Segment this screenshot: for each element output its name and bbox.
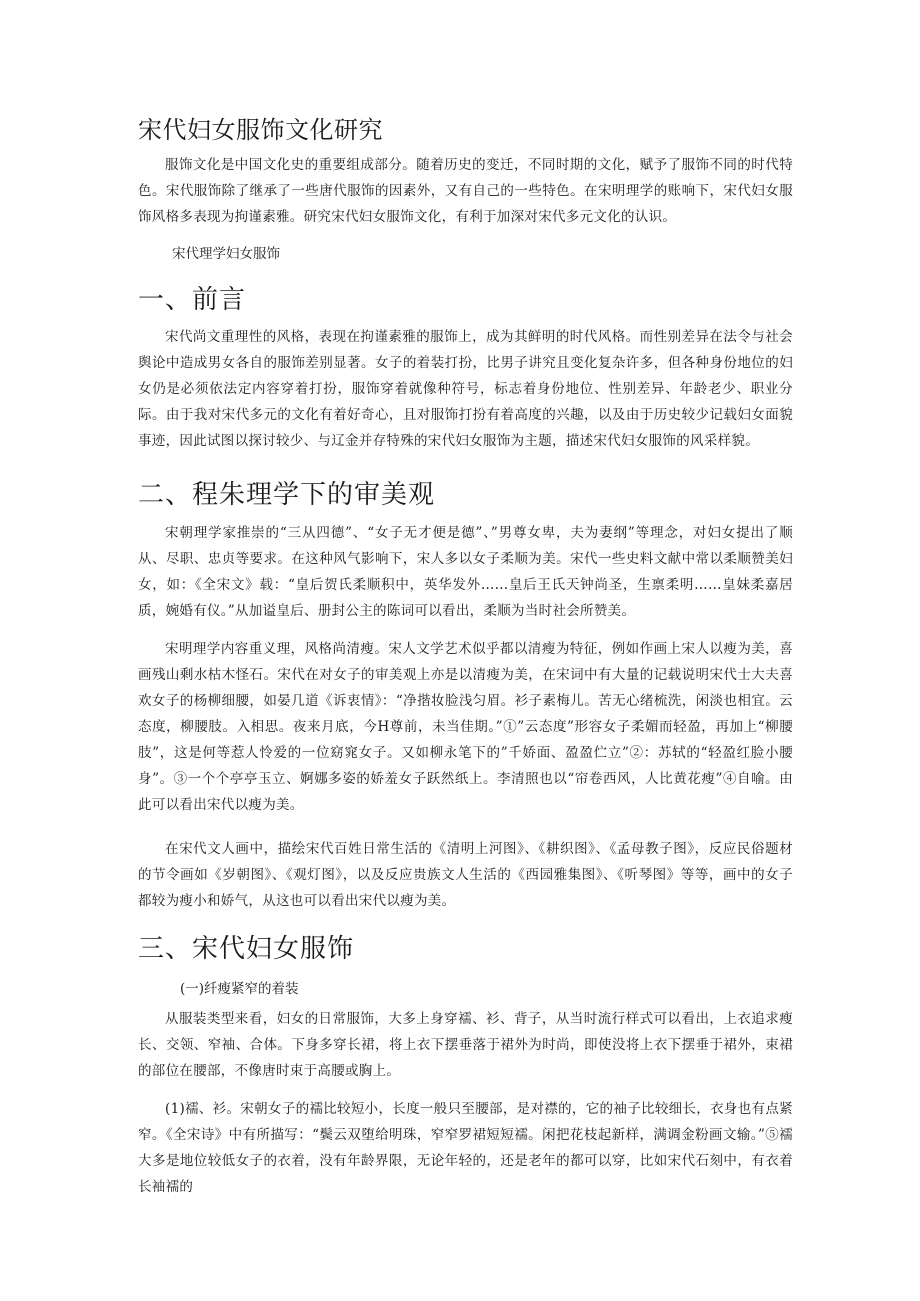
subsection-heading-slim-attire: (一)纤瘦紧窄的着装 [180,981,299,997]
document-title: 宋代妇女服饰文化研究 [138,116,383,144]
section-heading-preface: 一、前言 [138,285,247,315]
abstract-paragraph: 服饰文化是中国文化史的重要组成部分。随着历史的变迁，不同时期的文化，赋予了服饰不同的时代特色。宋代服饰除了继承了一些唐代服饰的因素外，又有自己的一些特色。在宋明理学的账响下，宋代妇女服饰风格多表现为拘谨素雅。研究宋代妇女服饰文化，有利于加深对宋代多元文化的认识。 [138,157,793,225]
aesthetics-paragraph-3: 在宋代文人画中，描绘宋代百姓日常生活的《清明上河图》、《耕织图》、《孟母教子图》，反应民俗题材的节令画如《岁朝图》、《观灯图》，以及反应贵族文人生活的《西园雅集图》、《听琴图》等等，画中的女子都较为瘦小和娇气，从这也可以看出宋代以瘦为美。 [138,841,793,909]
keywords-line: 宋代理学妇女服饰 [172,246,280,262]
clothing-paragraph-1: 从服装类型来看，妇女的日常服饰，大多上身穿襦、衫、背子，从当时流行样式可以看出，上衣追求瘦长、交领、窄袖、合体。下身多穿长裙，将上衣下摆垂落于裙外为时尚，即使没将上衣下摆垂于裙外，束裙的部位在腰部，不像唐时束于高腰或胸上。 [138,1011,793,1079]
aesthetics-paragraph-2: 宋明理学内容重义理，风格尚清瘦。宋人文学艺术似乎都以清瘦为特征，例如作画上宋人以瘦为美，喜画残山剩水枯木怪石。宋代在对女子的审美观上亦是以清瘦为美，在宋词中有大量的记载说明宋代士大夫喜欢女子的杨柳细腰，如晏几道《诉衷情》：“净揩妆脸浅匀眉。衫子素梅儿。苦无心绪梳洗，闲淡也相宜。云态度，柳腰肢。入相思。夜来月底，今H尊前，未当佳期。”①”云态度”形容女子柔媚而轻盈，再加上“柳腰肢”，这是何等惹人怜爱的一位窈窕女子。又如柳永笔下的”千娇面、盈盈伫立”②：苏轼的“轻盈红脸小腰身”。③一个个亭亭玉立、婀娜多姿的娇羞女子跃然纸上。李清照也以“帘卷西风，人比黄花瘦”④自喻。由此可以看出宋代以瘦为美。 [138,641,793,813]
aesthetics-paragraph-1: 宋朝理学家推崇的“三从四德”、“女子无才便是德”、”男尊女卑，夫为妻纲”等理念，对妇女提出了顺从、尽职、忠贞等要求。在这种风气影响下，宋人多以女子柔顺为美。宋代一些史料文献中常以柔顺赞美妇女，如：《全宋文》载：“皇后贺氏柔顺积中，英华发外……皇后王氏天钟尚圣，生禀柔明……皇妹柔嘉居质，婉婚有仪。”从加谥皇后、册封公主的陈词可以看出，柔顺为当时社会所赞美。 [138,525,793,619]
section-heading-clothing: 三、宋代妇女服饰 [138,934,355,964]
preface-paragraph: 宋代尚文重理性的风格，表现在拘谨素雅的服饰上，成为其鲜明的时代风格。而性别差异在法令与社会舆论中造成男女各自的服饰差别显著。女子的着装打扮，比男子讲究且变化复杂许多，但各种身份地位的妇女仍是必须依法定内容穿着打扮，服饰穿着就像种符号，标志着身份地位、性别差异、年龄老少、职业分际。由于我对宋代多元的文化有着好奇心，且对服饰打扮有着高度的兴趣，以及由于历史较少记载妇女面貌事迹，因此试图以探讨较少、与辽金并存特殊的宋代妇女服饰为主题，描述宋代妇女服饰的风采样貌。 [138,329,793,449]
section-heading-aesthetics: 二、程朱理学下的审美观 [138,480,436,510]
clothing-paragraph-2: (1)襦、衫。宋朝女子的襦比较短小，长度一般只至腰部，是对襟的，它的袖子比较细长，衣身也有点紧窄。《全宋诗》中有所描写：“鬓云双堕给明珠，窄窄罗裙短短襦。闲把花枝起新样，满调金粉画文输。”⑤襦大多是地位较低女子的衣着，没有年龄界限，无论年轻的，还是老年的都可以穿，比如宋代石刻中，有衣着长袖襦的 [138,1101,793,1195]
